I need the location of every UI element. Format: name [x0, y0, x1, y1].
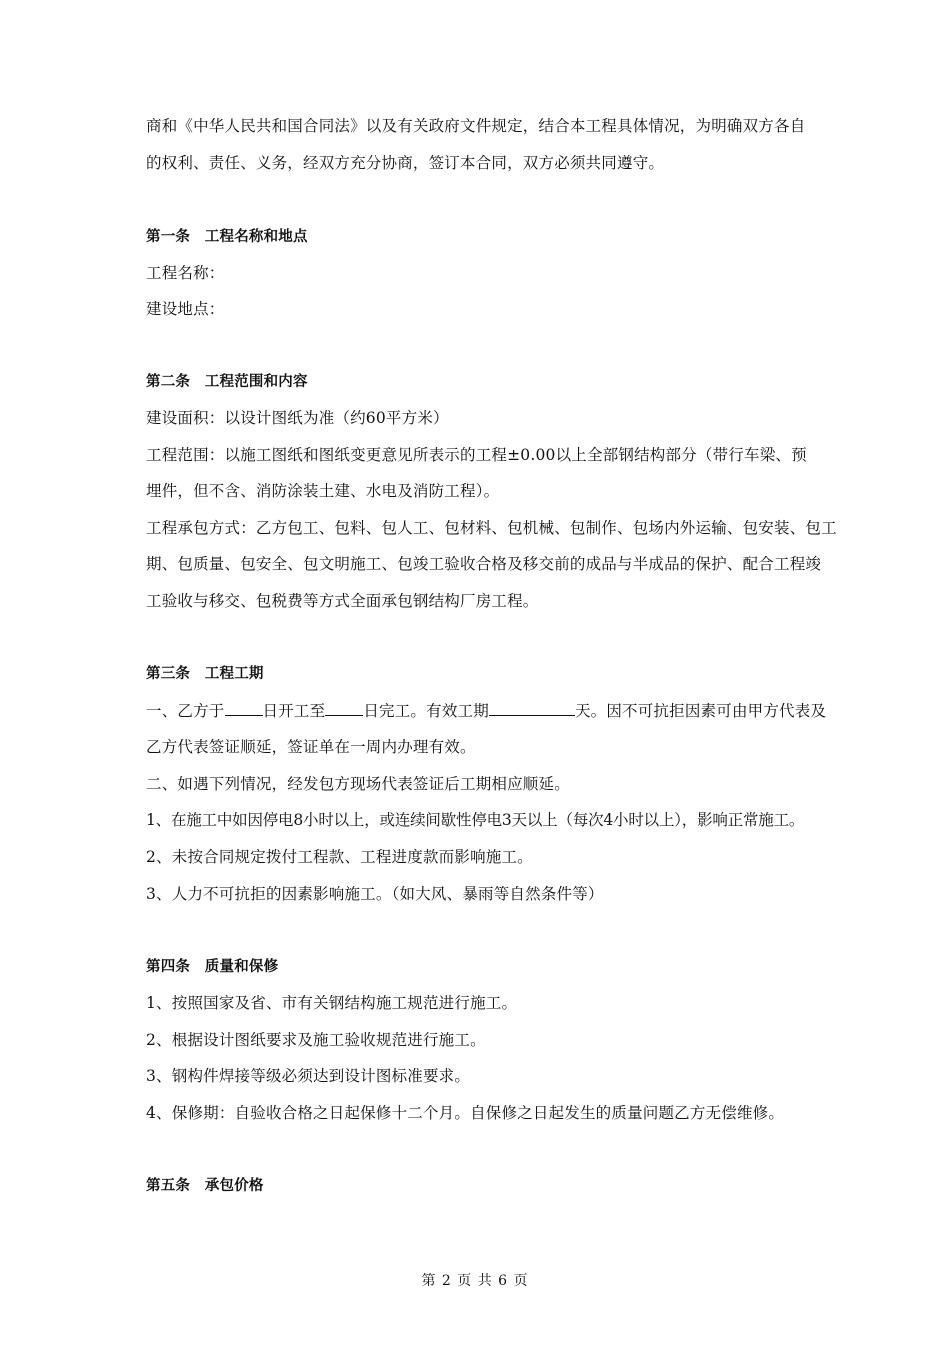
article-5-heading: 第五条 承包价格: [146, 1178, 264, 1194]
contract-mode-line-3: 工验收与移交、包税费等方式全面承包钢结构厂房工程。: [146, 592, 539, 610]
article-4-heading: 第四条 质量和保修: [146, 959, 279, 975]
schedule-text-mid: 日开工至: [262, 702, 326, 720]
scope-line-1: 工程范围：以施工图纸和图纸变更意见所表示的工程±0.00以上全部钢结构部分（带行车梁、预: [146, 446, 807, 464]
schedule-text-duration: 日完工。有效工期: [363, 702, 489, 720]
project-name-label: 工程名称：: [146, 264, 225, 282]
intro-line-2: 的权利、责任、义务，经双方充分协商，签订本合同，双方必须共同遵守。: [146, 154, 665, 172]
extension-item-2: 2、未按合同规定拨付工程款、工程进度款而影响施工。: [146, 848, 533, 866]
article-2-heading: 第二条 工程范围和内容: [146, 374, 308, 390]
intro-line-1: 商和《中华人民共和国合同法》以及有关政府文件规定，结合本工程具体情况，为明确双方各自: [146, 117, 806, 135]
schedule-text-start: 一、乙方于: [146, 702, 225, 720]
article-1-heading: 第一条 工程名称和地点: [146, 229, 308, 245]
article-3-heading: 第三条 工程工期: [146, 666, 264, 682]
quality-item-3: 3、钢构件焊接等级必须达到设计图标准要求。: [146, 1067, 471, 1085]
page-number-footer: 第 2 页 共 6 页: [421, 1273, 529, 1289]
schedule-clause-line-1: [146, 701, 826, 721]
duration-blank: [489, 701, 575, 716]
schedule-text-end: 天。因不可抗拒因素可由甲方代表及: [574, 702, 827, 720]
schedule-clause-line-2: 乙方代表签证顺延，签证单在一周内办理有效。: [146, 738, 476, 756]
quality-item-1: 1、按照国家及省、市有关钢结构施工规范进行施工。: [146, 994, 518, 1012]
end-date-blank: [325, 701, 363, 716]
quality-item-2: 2、根据设计图纸要求及施工验收规范进行施工。: [146, 1031, 486, 1049]
scope-line-2: 埋件，但不含、消防涂装土建、水电及消防工程）。: [146, 482, 500, 500]
extension-clause: 二、如遇下列情况，经发包方现场代表签证后工期相应顺延。: [146, 775, 570, 793]
extension-item-1: 1、在施工中如因停电8小时以上，或连续间歇性停电3天以上（每次4小时以上），影响正常施工。: [146, 811, 805, 829]
extension-item-3: 3、人力不可抗拒的因素影响施工。（如大风、暴雨等自然条件等）: [146, 885, 604, 903]
contract-mode-line-1: 工程承包方式：乙方包工、包料、包人工、包材料、包机械、包制作、包场内外运输、包安装、包工: [146, 519, 837, 537]
contract-mode-line-2: 期、包质量、包安全、包文明施工、包竣工验收合格及移交前的成品与半成品的保护、配合工程竣: [146, 555, 822, 573]
start-date-blank: [225, 701, 263, 716]
construction-area: 建设面积：以设计图纸为准（约60平方米）: [146, 409, 449, 427]
warranty-item: 4、保修期：自验收合格之日起保修十二个月。自保修之日起发生的质量问题乙方无偿维修。: [146, 1104, 785, 1122]
construction-site-label: 建设地点：: [146, 300, 225, 318]
